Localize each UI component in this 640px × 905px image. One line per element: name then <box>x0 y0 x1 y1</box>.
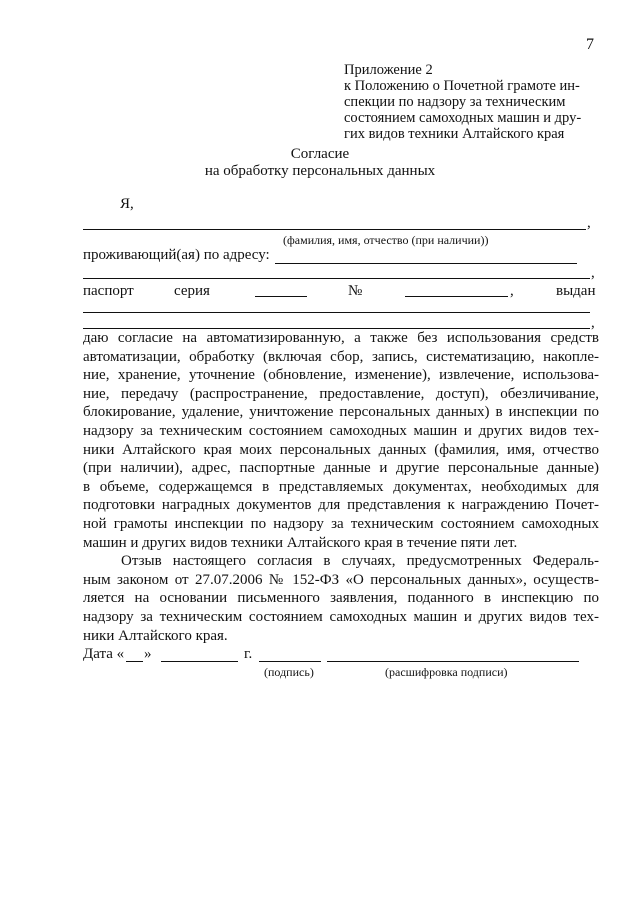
signature-note: (подпись) <box>264 665 314 679</box>
appendix-line: к Положению о Почетной грамоте ин- <box>344 78 580 94</box>
page-number: 7 <box>586 36 594 53</box>
body-line: надзору за техническим состоянием самоходных машин и других видов тех- <box>83 608 599 625</box>
address-label: проживающий(ая) по адресу: <box>83 247 270 263</box>
body-line: ние, хранение, уточнение (обновление, изменение), извлечение, использова- <box>83 367 599 384</box>
body-line: ние, передачу (распространение, предоставление, доступ), обезличивание, <box>83 385 599 402</box>
appendix-line: состоянием самоходных машин и дру- <box>344 110 582 126</box>
address-field-line2[interactable] <box>83 278 590 279</box>
address-comma: , <box>591 265 595 281</box>
i-label: Я, <box>120 196 134 212</box>
fio-field[interactable] <box>83 229 586 230</box>
body-line: ники Алтайского края. <box>83 627 228 644</box>
body-line: ной грамоты инспекции по надзору за техническим состоянием самоходных <box>83 515 599 532</box>
number-label: № <box>348 283 363 299</box>
document-title: Согласие <box>290 146 350 162</box>
date-month-field[interactable] <box>161 661 238 662</box>
signature-transcript-field[interactable] <box>327 661 579 662</box>
body-line: машин и других видов техники Алтайского края в течение пяти лет. <box>83 534 518 551</box>
body-line: Отзыв настоящего согласия в случаях, предусмотренных Федераль- <box>121 553 599 570</box>
number-comma: , <box>510 283 514 299</box>
body-line: ляется на основании письменного заявления, поданного в инспекцию по <box>83 590 599 607</box>
date-label: Дата « <box>83 646 125 662</box>
appendix-line: гих видов техники Алтайского края <box>344 126 565 142</box>
transcript-note: (расшифровка подписи) <box>385 665 508 679</box>
issued-field[interactable] <box>83 312 590 313</box>
issued-comma: , <box>591 315 595 331</box>
body-line: блокирование, удаление, уничтожение персональных данных) в инспекции по <box>83 404 599 421</box>
date-day-field[interactable] <box>126 661 143 662</box>
body-line: ным законом от 27.07.2006 № 152-ФЗ «О персональных данных», осуществ- <box>83 571 599 588</box>
number-field[interactable] <box>405 296 508 297</box>
body-line: (при наличии), адрес, паспортные данные и другие персональные данные) <box>83 460 599 477</box>
fio-comma: , <box>587 215 591 231</box>
address-field[interactable] <box>275 263 577 264</box>
body-line: ники Алтайского края моих персональных данных (фамилия, имя, отчество <box>83 441 599 458</box>
appendix-line: Приложение 2 <box>344 62 433 78</box>
passport-label: паспорт <box>83 283 134 299</box>
series-label: серия <box>174 283 210 299</box>
issued-label: выдан <box>556 283 596 299</box>
signature-field[interactable] <box>259 661 321 662</box>
document-subtitle: на обработку персональных данных <box>204 163 436 179</box>
series-field[interactable] <box>255 296 307 297</box>
body-line: в объеме, содержащемся в представляемых документах, необходимых для <box>83 478 599 495</box>
consent-body <box>83 329 599 645</box>
fio-note: (фамилия, имя, отчество (при наличии)) <box>283 233 489 247</box>
body-line: автоматизации, обработку (включая сбор, запись, систематизацию, накопле- <box>83 348 599 365</box>
date-close-quote: » <box>144 646 152 662</box>
appendix-header <box>344 62 581 142</box>
body-line: подготовки наградных документов для представления к награждению Почет- <box>83 497 599 514</box>
body-line: даю согласие на автоматизированную, а также без использования средств <box>83 330 599 346</box>
body-line: надзору за техническим состоянием самоходных машин и других видов тех- <box>83 422 599 439</box>
year-suffix: г. <box>244 646 253 662</box>
appendix-line: спекции по надзору за техническим <box>344 94 566 110</box>
